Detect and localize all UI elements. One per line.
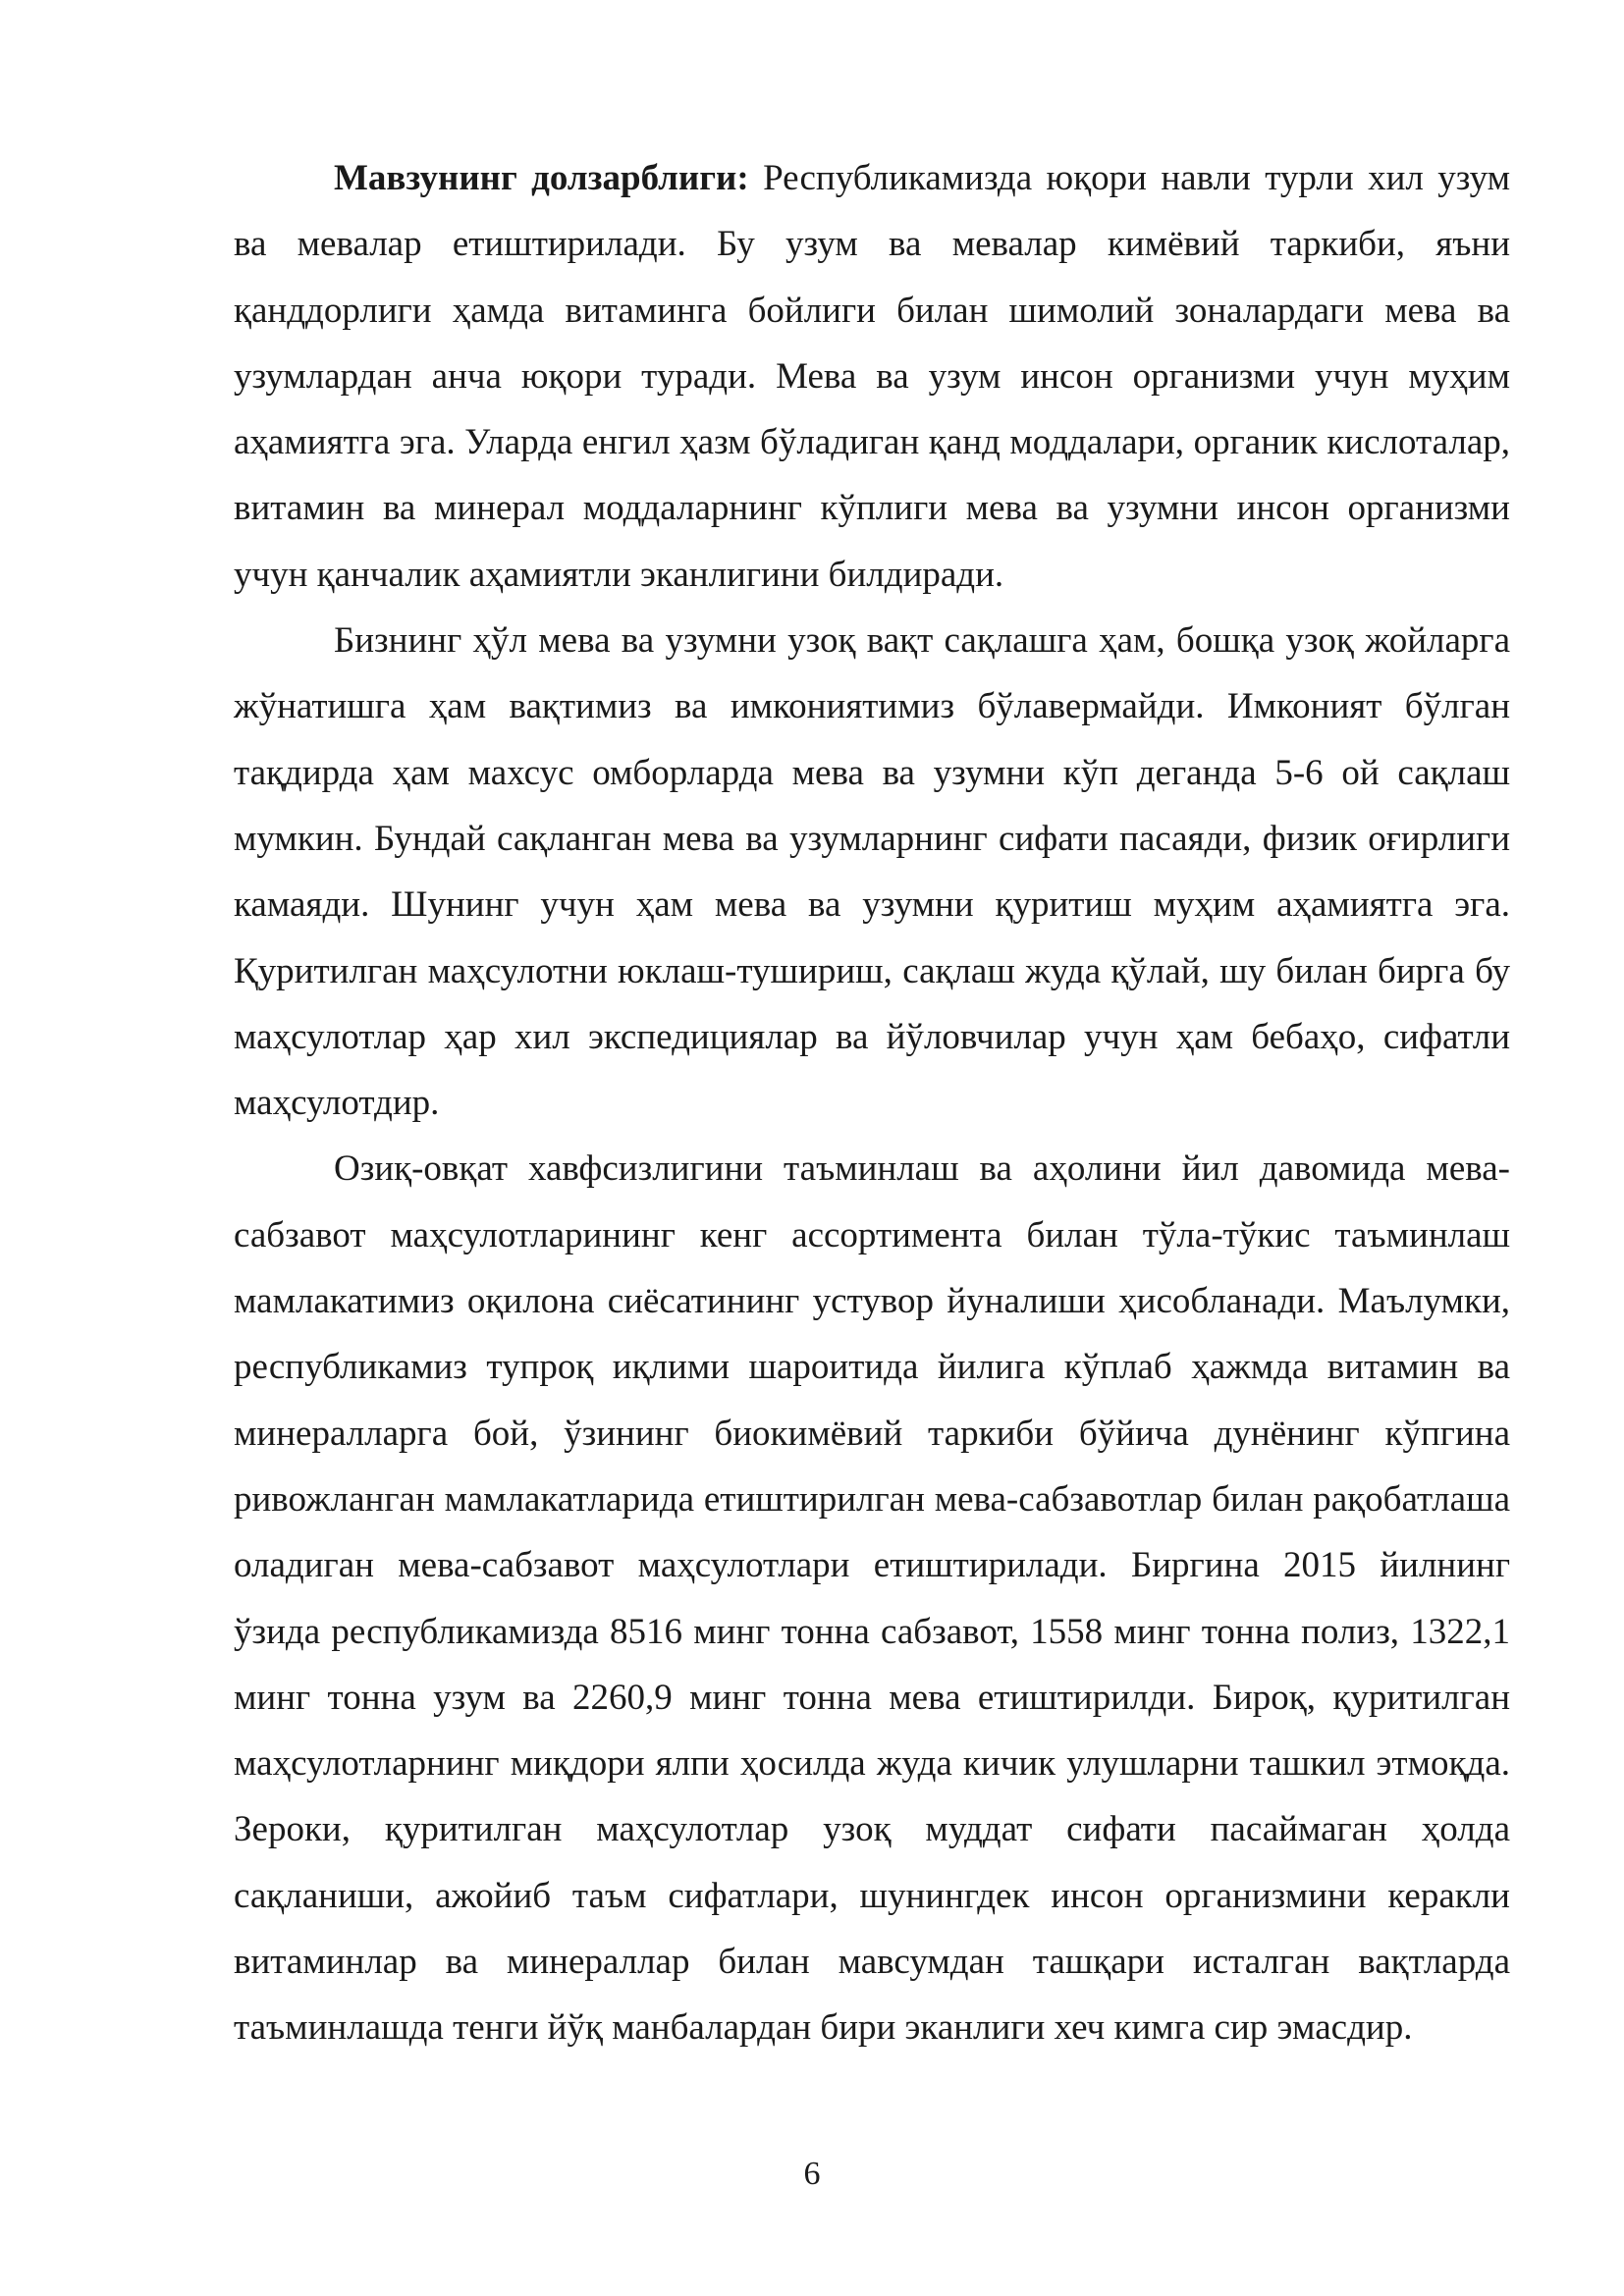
paragraph-food-security — [234, 1136, 1510, 2060]
document-body — [234, 145, 1510, 2061]
paragraph-storage — [234, 608, 1510, 1136]
paragraph-text: Озиқ-овқат хавфсизлигини таъминлаш ва аҳолини йил давомида мева-сабзавот маҳсулотларининг кенг ассортимента билан тўла-тўкис таъминлаш мамлакатимиз оқилона сиёсатининг устувор йуналиши ҳисобланади. Маълумки, республикамиз тупроқ иқлими шароитида йилига кўплаб ҳажмда витамин ва минералларга бой, ўзининг биокимёвий таркиби бўйича дунёнинг кўпгина ривожланган мамлакатларида етиштирилган мева-сабзавотлар билан рақобатлаша оладиган мева-сабзавот маҳсулотлари етиштирилади. Биргина 2015 йилнинг ўзида республикамизда 8516 минг тонна сабзавот, 1558 минг тонна полиз, 1322,1 минг тонна узум ва 2260,9 минг тонна мева етиштирилди. Бироқ, қуритилган маҳсулотларнинг миқдори ялпи ҳосилда жуда кичик улушларни ташкил этмоқда. Зероки, қуритилган маҳсулотлар узоқ муддат сифати пасаймаган ҳолда сақланиши, ажойиб таъм сифатлари, шунингдек инсон организмини керакли витаминлар ва минераллар билан мавсумдан ташқари исталган вақтларда таъминлашда тенги йўқ манбалардан бири эканлиги хеч кимга сир эмасдир. — [234, 1148, 1510, 2049]
section-lead-heading: Мавзунинг долзарблиги: — [334, 158, 749, 198]
paragraph-relevance — [234, 145, 1510, 608]
page-number: 6 — [803, 2156, 821, 2192]
paragraph-text: Бизнинг ҳўл мева ва узумни узоқ вақт сақлашга ҳам, бошқа узоқ жойларга жўнатишга ҳам вақтимиз ва имкониятимиз бўлавермайди. Имконият бўлган тақдирда ҳам махсус омборларда мева ва узумни кўп деганда 5-6 ой сақлаш мумкин. Бундай сақланган мева ва узумларнинг сифати пасаяди, физик оғирлиги камаяди. Шунинг учун ҳам мева ва узумни қуритиш муҳим аҳамиятга эга. Қуритилган маҳсулотни юклаш-тушириш, сақлаш жуда қўлай, шу билан бирга бу маҳсулотлар ҳар хил экспедициялар ва йўловчилар учун ҳам бебаҳо, сифатли маҳсулотдир. — [234, 620, 1510, 1124]
paragraph-text: Республикамизда юқори навли турли хил узум ва мевалар етиштирилади. Бу узум ва мевалар кимёвий таркиби, яъни қанддорлиги ҳамда витаминга бойлиги билан шимолий зоналардаги мева ва узумлардан анча юқори туради. Мева ва узум инсон организми учун муҳим аҳамиятга эга. Уларда енгил ҳазм бўладиган қанд моддалари, органик кислоталар, витамин ва минерал моддаларнинг кўплиги мева ва узумни инсон организми учун қанчалик аҳамиятли эканлигини билдиради. — [234, 158, 1510, 595]
